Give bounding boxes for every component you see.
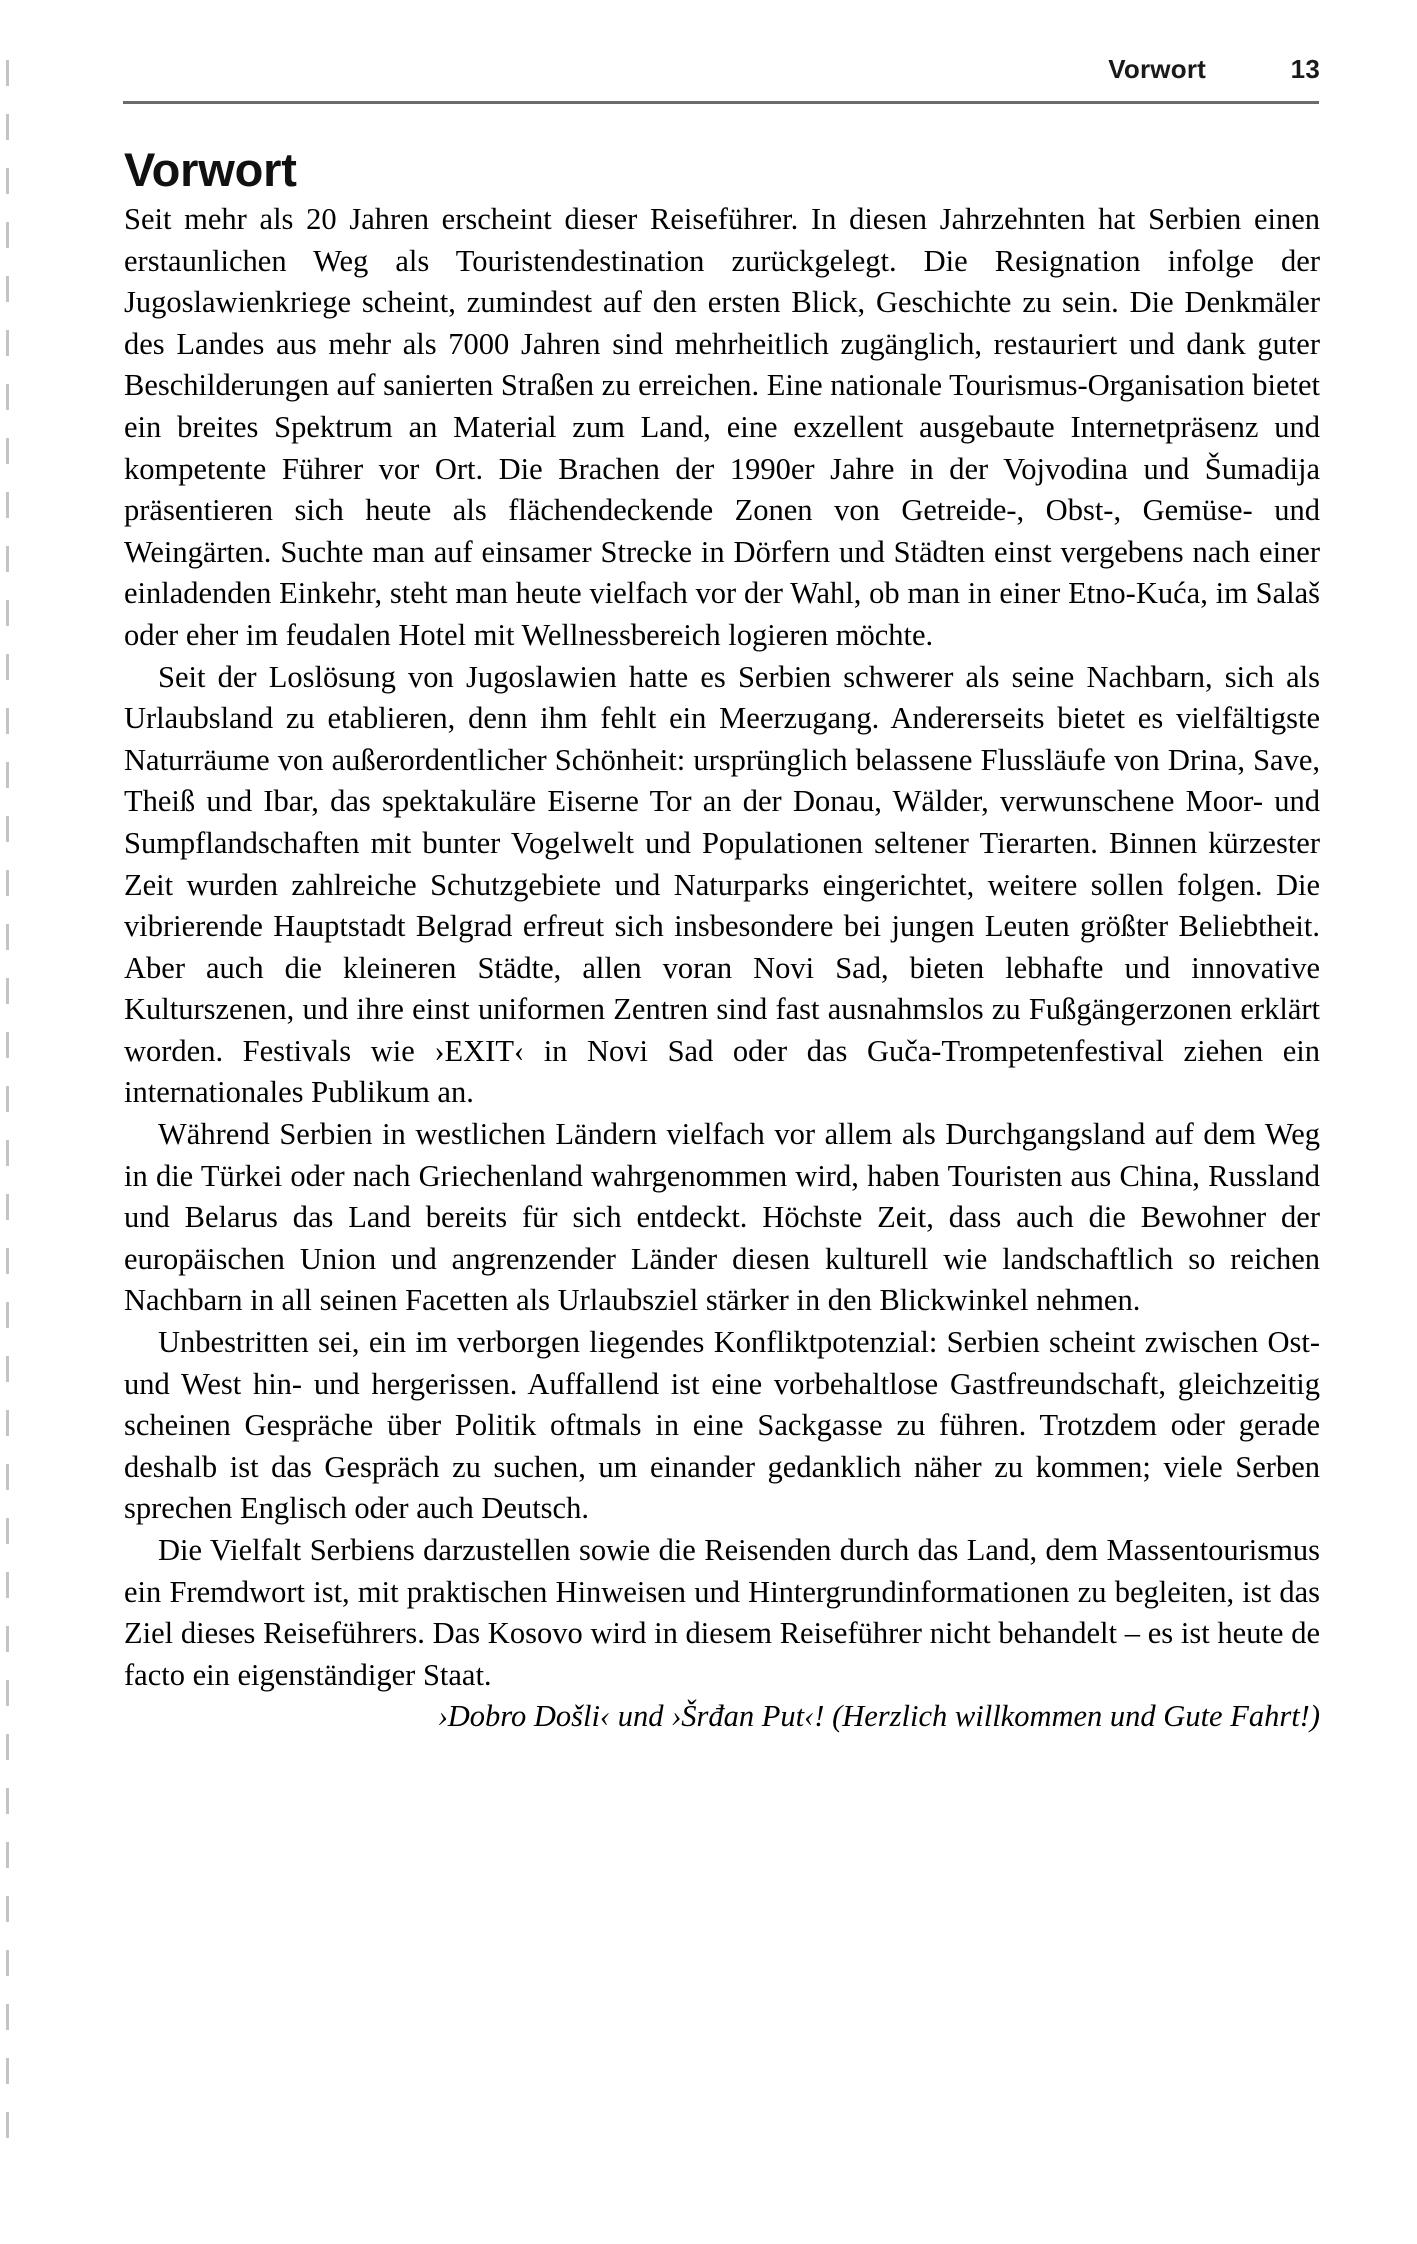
paragraph: Die Vielfalt Serbiens darzustellen sowie die Reisenden durch das Land, dem Massentourismus ein Fremdwort ist, mit praktischen Hinweisen und Hintergrundinformationen zu begleiten, ist das Ziel dieses Reiseführers. Das Kosovo wird in diesem Reiseführer nicht behandelt – es ist heute de facto ein eigenständiger Staat. [124, 1533, 1320, 1692]
header-rule [123, 101, 1319, 104]
paragraph: Während Serbien in westlichen Ländern vielfach vor allem als Durchgangsland auf dem Weg in die Türkei oder nach Griechenland wahrgenommen wird, haben Touristen aus China, Russland und Belarus das Land bereits für sich entdeckt. Höchste Zeit, dass auch die Bewohner der europäischen Union und angrenzender Länder diesen kulturell wie landschaftlich so reichen Nachbarn in all seinen Facetten als Urlaubsziel stärker in den Blickwinkel nehmen. [124, 1117, 1320, 1318]
scan-binding-marks [6, 60, 9, 2160]
body-text-column [124, 199, 1320, 1738]
paragraph: Unbestritten sei, ein im verborgen liegendes Konfliktpotenzial: Serbien scheint zwischen Ost- und West hin- und hergerissen. Auffallend ist eine vorbehaltlose Gastfreundschaft, gleichzeitig scheinen Gespräche über Politik oftmals in eine Sackgasse zu führen. Trotzdem oder gerade deshalb ist das Gespräch zu suchen, um einander gedanklich näher zu kommen; viele Serben sprechen Englisch oder auch Deutsch. [124, 1325, 1320, 1526]
running-head [125, 54, 1320, 85]
paragraph: Seit der Loslösung von Jugoslawien hatte es Serbien schwerer als seine Nachbarn, sich als Urlaubsland zu etablieren, denn ihm fehlt ein Meerzugang. Andererseits bietet es vielfältigste Naturräume von außerordentlicher Schönheit: ursprünglich belassene Flussläufe von Drina, Save, Theiß und Ibar, das spektakuläre Eiserne Tor an der Donau, Wälder, verwunschene Moor- und Sumpflandschaften mit bunter Vogelwelt und Populationen seltener Tierarten. Binnen kürzester Zeit wurden zahlreiche Schutzgebiete und Naturparks eingerichtet, weitere sollen folgen. Die vibrierende Hauptstadt Belgrad erfreut sich insbesondere bei jungen Leuten größter Beliebtheit. Aber auch die kleineren Städte, allen voran Novi Sad, bieten lebhafte und innovative Kulturszenen, und ihre einst uniformen Zentren sind fast ausnahmslos zu Fußgängerzonen erklärt worden. Festivals wie ›EXIT‹ in Novi Sad oder das Guča-Trompetenfestival ziehen ein internationales Publikum an. [124, 659, 1320, 1110]
closing-greeting: ›Dobro Došli‹ und ›Šrđan Put‹! (Herzlich willkommen und Gute Fahrt!) [437, 1699, 1320, 1734]
page-title: Vorwort [124, 143, 297, 197]
page-number: 13 [1290, 54, 1320, 84]
paragraph: Seit mehr als 20 Jahren erscheint dieser Reiseführer. In diesen Jahrzehnten hat Serbien einen erstaunlichen Weg als Touristendestination zurückgelegt. Die Resignation infolge der Jugoslawienkriege scheint, zumindest auf den ersten Blick, Geschichte zu sein. Die Denkmäler des Landes aus mehr als 7000 Jahren sind mehrheitlich zugänglich, restauriert und dank guter Beschilderungen auf sanierten Straßen zu erreichen. Eine nationale Tourismus-Organisation bietet ein breites Spektrum an Material zum Land, eine exzellent ausgebaute Internetpräsenz und kompetente Führer vor Ort. Die Brachen der 1990er Jahre in der Vojvodina und Šumadija präsentieren sich heute als flächendeckende Zonen von Getreide-, Obst-, Gemüse- und Weingärten. Suchte man auf einsamer Strecke in Dörfern und Städten einst vergebens nach einer einladenden Einkehr, steht man heute vielfach vor der Wahl, ob man in einer Etno-Kuća, im Salaš oder eher im feudalen Hotel mit Wellnessbereich logieren möchte. [124, 202, 1321, 652]
running-head-title: Vorwort [1108, 54, 1206, 84]
